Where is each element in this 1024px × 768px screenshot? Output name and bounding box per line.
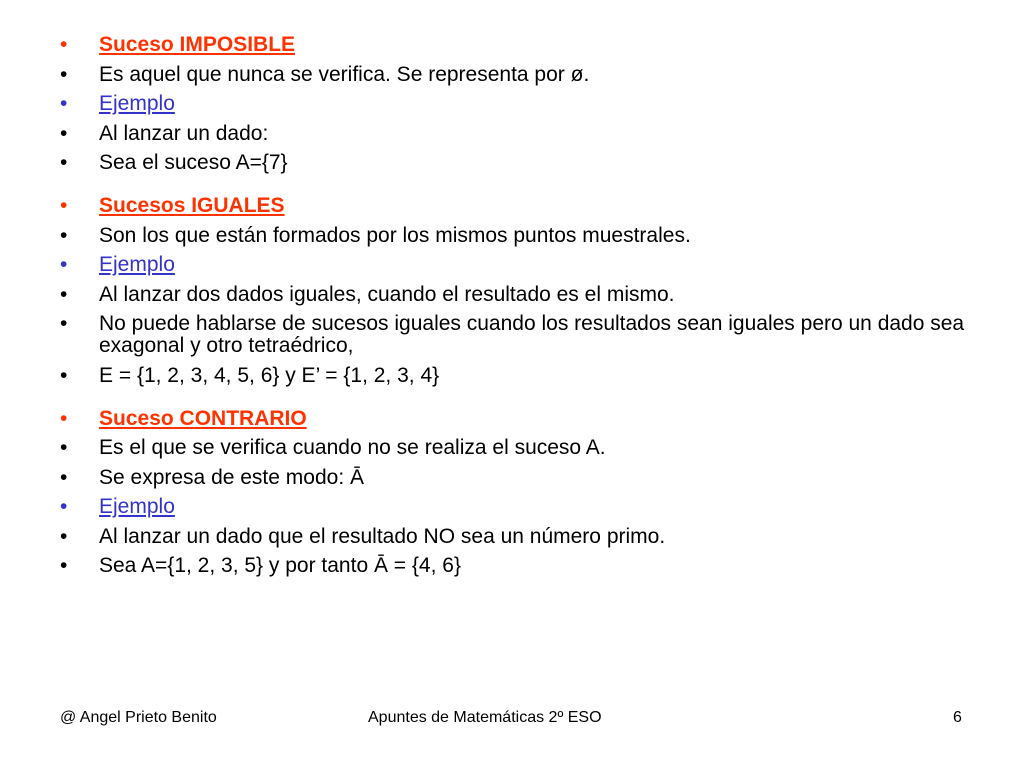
section-sucesos-iguales [60, 195, 980, 387]
footer-page-number: 6 [953, 709, 962, 726]
bullet-text: • Al lanzar un dado: [60, 123, 980, 145]
footer-author: @ Angel Prieto Benito [60, 709, 217, 726]
example-link[interactable]: • Ejemplo [60, 496, 980, 518]
bullet-text: • E = {1, 2, 3, 4, 5, 6} y E’ = {1, 2, 3, 4} [60, 365, 980, 387]
example-link[interactable]: • Ejemplo [60, 254, 980, 276]
section-heading: • Suceso IMPOSIBLE [60, 34, 980, 56]
footer-course: Apuntes de Matemáticas 2º ESO [368, 709, 602, 726]
bullet-text: • Es aquel que nunca se verifica. Se representa por ø. [60, 64, 980, 86]
section-heading: • Suceso CONTRARIO [60, 408, 980, 430]
bullet-text: • Son los que están formados por los mismos puntos muestrales. [60, 225, 980, 247]
bullet-text: • No puede hablarse de sucesos iguales cuando los resultados sean iguales pero un dado sea exagonal y otro tetraédrico, [60, 313, 980, 357]
bullet-text: • Al lanzar dos dados iguales, cuando el resultado es el mismo. [60, 284, 980, 306]
bullet-text: • Sea A={1, 2, 3, 5} y por tanto Ā = {4, 6} [60, 555, 980, 577]
slide-content [60, 34, 980, 585]
bullet-text: • Se expresa de este modo: Ā [60, 467, 980, 489]
section-suceso-imposible [60, 34, 980, 174]
example-link[interactable]: • Ejemplo [60, 93, 980, 115]
section-heading: • Sucesos IGUALES [60, 195, 980, 217]
bullet-text: • Es el que se verifica cuando no se realiza el suceso A. [60, 437, 980, 459]
section-suceso-contrario [60, 408, 980, 578]
bullet-text: • Al lanzar un dado que el resultado NO sea un número primo. [60, 526, 980, 548]
bullet-text: • Sea el suceso A={7} [60, 152, 980, 174]
